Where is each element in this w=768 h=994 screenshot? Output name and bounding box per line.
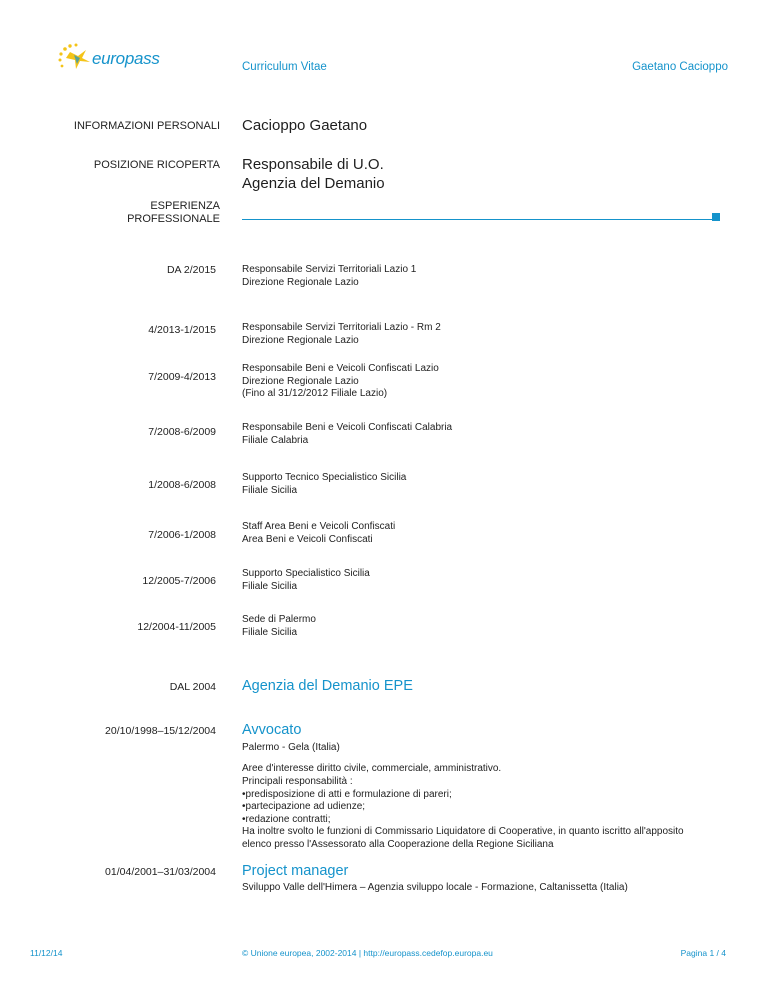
entry-line: Sede di Palermo: [242, 614, 316, 625]
header-person-name: Gaetano Cacioppo: [632, 61, 728, 73]
entry-line: Responsabile Beni e Veicoli Confiscati Calabria: [242, 422, 453, 433]
position-line: Agenzia del Demanio: [242, 175, 385, 192]
entry-date: 12/2005-7/2006: [142, 575, 216, 587]
europass-logo: [56, 42, 166, 74]
entry-details: [242, 472, 406, 497]
lawyer-date: 20/10/1998–15/12/2004: [105, 725, 216, 737]
logo-text: europass: [92, 49, 160, 68]
entry-line: Filiale Sicilia: [242, 484, 298, 496]
entry-line: Filiale Sicilia: [242, 626, 298, 638]
resp-line: Ha inoltre svolto le funzioni di Commissario Liquidatore di Cooperative, in quanto iscritto all'apposito: [242, 826, 684, 837]
entry-date: 7/2006-1/2008: [148, 529, 216, 541]
footer-copyright: © Unione europea, 2002-2014 | http://europass.cedefop.europa.eu: [242, 948, 493, 958]
entry-details: [242, 363, 439, 401]
experience-label: [0, 200, 220, 226]
pm-title: Project manager: [242, 863, 349, 879]
lawyer-areas: Aree d'interesse diritto civile, commerciale, amministrativo.: [242, 763, 502, 774]
agency-date: DAL 2004: [169, 681, 216, 693]
lawyer-title: Avvocato: [242, 722, 302, 738]
position-value: [242, 155, 385, 193]
entry-date: 1/2008-6/2008: [148, 479, 216, 491]
resp-line: •predisposizione di atti e formulazione di pareri;: [242, 788, 452, 800]
entry-details: [242, 422, 452, 447]
footer-page-number: Pagina 1 / 4: [680, 948, 726, 958]
entry-details: [242, 521, 395, 546]
experience-label-line: PROFESSIONALE: [127, 213, 220, 225]
entry-line: Responsabile Servizi Territoriali Lazio - Rm 2: [242, 322, 441, 333]
entry-line: Area Beni e Veicoli Confiscati: [242, 533, 373, 545]
entry-line: Direzione Regionale Lazio: [242, 375, 359, 387]
entry-details: [242, 322, 441, 347]
entry-date: DA 2/2015: [166, 264, 216, 276]
pm-date: 01/04/2001–31/03/2004: [105, 866, 216, 878]
section-rule: [242, 219, 712, 220]
agency-title: Agenzia del Demanio EPE: [242, 678, 413, 694]
entry-line: Filiale Calabria: [242, 434, 309, 446]
entry-line: Filiale Sicilia: [242, 580, 298, 592]
lawyer-place: Palermo - Gela (Italia): [242, 742, 340, 753]
lawyer-responsibilities: [242, 776, 742, 851]
entry-line: Responsabile Servizi Territoriali Lazio 1: [242, 264, 417, 275]
entry-details: [242, 568, 370, 593]
entry-details: [242, 264, 416, 289]
entry-line: Direzione Regionale Lazio: [242, 276, 359, 288]
entry-line: Direzione Regionale Lazio: [242, 334, 359, 346]
entry-line: Staff Area Beni e Veicoli Confiscati: [242, 521, 396, 532]
entry-line: Responsabile Beni e Veicoli Confiscati Lazio: [242, 363, 439, 374]
position-line: Responsabile di U.O.: [242, 156, 384, 173]
resp-line: elenco presso l'Assessorato alla Cooperazione della Regione Siciliana: [242, 838, 554, 850]
resp-line: •redazione contratti;: [242, 813, 331, 825]
experience-label-line: ESPERIENZA: [150, 200, 220, 212]
footer-date: 11/12/14: [30, 948, 63, 958]
resp-line: •partecipazione ad udienze;: [242, 801, 366, 812]
entry-line: (Fino al 31/12/2012 Filiale Lazio): [242, 388, 388, 399]
section-rule-marker: [712, 213, 720, 221]
entry-date: 4/2013-1/2015: [148, 324, 216, 336]
personal-name: Cacioppo Gaetano: [242, 117, 368, 134]
entry-line: Supporto Specialistico Sicilia: [242, 568, 370, 579]
resp-line: Principali responsabilità :: [242, 776, 353, 787]
entry-date: 12/2004-11/2005: [137, 621, 216, 633]
entry-date: 7/2009-4/2013: [148, 371, 216, 383]
entry-details: [242, 614, 316, 639]
position-label: POSIZIONE RICOPERTA: [93, 159, 220, 171]
pm-description: Sviluppo Valle dell'Himera – Agenzia sviluppo locale - Formazione, Caltanissetta (Italia): [242, 882, 628, 893]
doc-title: Curriculum Vitae: [242, 61, 327, 73]
entry-line: Supporto Tecnico Specialistico Sicilia: [242, 472, 407, 483]
entry-date: 7/2008-6/2009: [148, 426, 216, 438]
personal-info-label: INFORMAZIONI PERSONALI: [73, 120, 220, 132]
